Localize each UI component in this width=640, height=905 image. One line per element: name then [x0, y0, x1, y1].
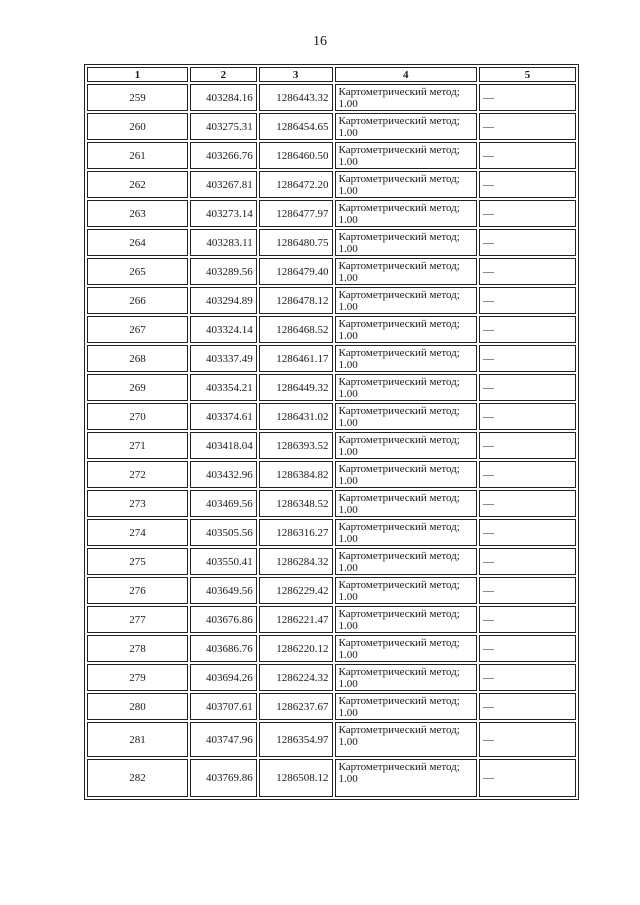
column-header: 1 — [87, 67, 188, 82]
table-row — [87, 490, 576, 517]
table-row — [87, 287, 576, 314]
note-cell: — — [479, 345, 576, 372]
x-coordinate-cell: 403337.49 — [190, 345, 257, 372]
accuracy-text: 1.00 — [338, 773, 358, 785]
note-cell: — — [479, 461, 576, 488]
y-coordinate-cell: 1286477.97 — [259, 200, 333, 227]
method-cell — [335, 345, 477, 372]
method-cell — [335, 316, 477, 343]
x-coordinate-cell: 403707.61 — [190, 693, 257, 720]
x-coordinate-cell: 403374.61 — [190, 403, 257, 430]
note-cell: — — [479, 316, 576, 343]
table-row — [87, 577, 576, 604]
method-cell — [335, 693, 477, 720]
method-text: Картометрический метод; — [338, 521, 460, 533]
method-cell — [335, 577, 477, 604]
point-number-cell: 278 — [87, 635, 188, 662]
x-coordinate-cell: 403266.76 — [190, 142, 257, 169]
method-text: Картометрический метод; — [338, 144, 460, 156]
method-text: Картометрический метод; — [338, 376, 460, 388]
method-text: Картометрический метод; — [338, 231, 460, 243]
point-number-cell: 267 — [87, 316, 188, 343]
method-text: Картометрический метод; — [338, 492, 460, 504]
note-cell: — — [479, 722, 576, 757]
x-coordinate-cell: 403649.56 — [190, 577, 257, 604]
x-coordinate-cell: 403505.56 — [190, 519, 257, 546]
method-cell — [335, 606, 477, 633]
y-coordinate-cell: 1286472.20 — [259, 171, 333, 198]
column-header: 2 — [190, 67, 257, 82]
note-cell: — — [479, 432, 576, 459]
y-coordinate-cell: 1286508.12 — [259, 759, 333, 797]
method-cell — [335, 200, 477, 227]
x-coordinate-cell: 403432.96 — [190, 461, 257, 488]
point-number-cell: 266 — [87, 287, 188, 314]
column-header: 5 — [479, 67, 576, 82]
accuracy-text: 1.00 — [338, 359, 358, 371]
method-text: Картометрический метод; — [338, 260, 460, 272]
point-number-cell: 281 — [87, 722, 188, 757]
accuracy-text: 1.00 — [338, 678, 358, 690]
accuracy-text: 1.00 — [338, 446, 358, 458]
y-coordinate-cell: 1286454.65 — [259, 113, 333, 140]
table-row — [87, 548, 576, 575]
note-cell: — — [479, 693, 576, 720]
table-row — [87, 606, 576, 633]
method-text: Картометрический метод; — [338, 347, 460, 359]
x-coordinate-cell: 403324.14 — [190, 316, 257, 343]
method-text: Картометрический метод; — [338, 637, 460, 649]
accuracy-text: 1.00 — [338, 98, 358, 110]
column-header: 4 — [335, 67, 477, 82]
point-number-cell: 274 — [87, 519, 188, 546]
table-row — [87, 664, 576, 691]
method-cell — [335, 722, 477, 757]
accuracy-text: 1.00 — [338, 736, 358, 748]
point-number-cell: 272 — [87, 461, 188, 488]
point-number-cell: 264 — [87, 229, 188, 256]
point-number-cell: 268 — [87, 345, 188, 372]
x-coordinate-cell: 403284.16 — [190, 84, 257, 111]
coordinates-table — [84, 64, 579, 800]
table-row — [87, 258, 576, 285]
method-text: Картометрический метод; — [338, 608, 460, 620]
note-cell: — — [479, 229, 576, 256]
point-number-cell: 273 — [87, 490, 188, 517]
accuracy-text: 1.00 — [338, 185, 358, 197]
page-number: 16 — [313, 34, 327, 49]
table-row — [87, 693, 576, 720]
accuracy-text: 1.00 — [338, 620, 358, 632]
y-coordinate-cell: 1286316.27 — [259, 519, 333, 546]
method-cell — [335, 287, 477, 314]
table-row — [87, 200, 576, 227]
point-number-cell: 265 — [87, 258, 188, 285]
y-coordinate-cell: 1286220.12 — [259, 635, 333, 662]
method-text: Картометрический метод; — [338, 318, 460, 330]
accuracy-text: 1.00 — [338, 243, 358, 255]
accuracy-text: 1.00 — [338, 533, 358, 545]
table-row — [87, 374, 576, 401]
method-text: Картометрический метод; — [338, 202, 460, 214]
y-coordinate-cell: 1286468.52 — [259, 316, 333, 343]
y-coordinate-cell: 1286460.50 — [259, 142, 333, 169]
note-cell: — — [479, 664, 576, 691]
method-text: Картометрический метод; — [338, 86, 460, 98]
method-text: Картометрический метод; — [338, 289, 460, 301]
method-cell — [335, 403, 477, 430]
accuracy-text: 1.00 — [338, 562, 358, 574]
x-coordinate-cell: 403676.86 — [190, 606, 257, 633]
x-coordinate-cell: 403550.41 — [190, 548, 257, 575]
table-row — [87, 171, 576, 198]
table-row — [87, 635, 576, 662]
method-cell — [335, 548, 477, 575]
table-row — [87, 519, 576, 546]
method-text: Картометрический метод; — [338, 695, 460, 707]
y-coordinate-cell: 1286224.32 — [259, 664, 333, 691]
table-row — [87, 432, 576, 459]
note-cell: — — [479, 287, 576, 314]
point-number-cell: 271 — [87, 432, 188, 459]
method-text: Картометрический метод; — [338, 550, 460, 562]
point-number-cell: 275 — [87, 548, 188, 575]
note-cell: — — [479, 113, 576, 140]
method-text: Картометрический метод; — [338, 666, 460, 678]
table-row — [87, 84, 576, 111]
x-coordinate-cell: 403283.11 — [190, 229, 257, 256]
accuracy-text: 1.00 — [338, 504, 358, 516]
method-cell — [335, 142, 477, 169]
y-coordinate-cell: 1286480.75 — [259, 229, 333, 256]
note-cell: — — [479, 606, 576, 633]
method-cell — [335, 374, 477, 401]
table-row — [87, 113, 576, 140]
table-row — [87, 345, 576, 372]
note-cell: — — [479, 142, 576, 169]
method-cell — [335, 759, 477, 797]
y-coordinate-cell: 1286393.52 — [259, 432, 333, 459]
accuracy-text: 1.00 — [338, 388, 358, 400]
x-coordinate-cell: 403275.31 — [190, 113, 257, 140]
note-cell: — — [479, 403, 576, 430]
method-text: Картометрический метод; — [338, 761, 460, 773]
accuracy-text: 1.00 — [338, 301, 358, 313]
method-cell — [335, 461, 477, 488]
method-cell — [335, 84, 477, 111]
table-row — [87, 461, 576, 488]
y-coordinate-cell: 1286443.32 — [259, 84, 333, 111]
y-coordinate-cell: 1286479.40 — [259, 258, 333, 285]
y-coordinate-cell: 1286384.82 — [259, 461, 333, 488]
x-coordinate-cell: 403694.26 — [190, 664, 257, 691]
y-coordinate-cell: 1286237.67 — [259, 693, 333, 720]
accuracy-text: 1.00 — [338, 475, 358, 487]
note-cell: — — [479, 759, 576, 797]
point-number-cell: 261 — [87, 142, 188, 169]
y-coordinate-cell: 1286348.52 — [259, 490, 333, 517]
point-number-cell: 263 — [87, 200, 188, 227]
accuracy-text: 1.00 — [338, 649, 358, 661]
note-cell: — — [479, 171, 576, 198]
method-cell — [335, 258, 477, 285]
y-coordinate-cell: 1286449.32 — [259, 374, 333, 401]
method-cell — [335, 229, 477, 256]
note-cell: — — [479, 577, 576, 604]
note-cell: — — [479, 490, 576, 517]
x-coordinate-cell: 403747.96 — [190, 722, 257, 757]
accuracy-text: 1.00 — [338, 127, 358, 139]
method-cell — [335, 635, 477, 662]
method-text: Картометрический метод; — [338, 173, 460, 185]
note-cell: — — [479, 635, 576, 662]
method-cell — [335, 432, 477, 459]
table-row — [87, 403, 576, 430]
method-cell — [335, 519, 477, 546]
note-cell: — — [479, 200, 576, 227]
table-row — [87, 229, 576, 256]
point-number-cell: 262 — [87, 171, 188, 198]
table-header-row — [87, 67, 576, 82]
table-row — [87, 316, 576, 343]
accuracy-text: 1.00 — [338, 417, 358, 429]
method-text: Картометрический метод; — [338, 579, 460, 591]
x-coordinate-cell: 403294.89 — [190, 287, 257, 314]
y-coordinate-cell: 1286284.32 — [259, 548, 333, 575]
accuracy-text: 1.00 — [338, 591, 358, 603]
method-text: Картометрический метод; — [338, 405, 460, 417]
x-coordinate-cell: 403686.76 — [190, 635, 257, 662]
point-number-cell: 282 — [87, 759, 188, 797]
note-cell: — — [479, 84, 576, 111]
accuracy-text: 1.00 — [338, 156, 358, 168]
accuracy-text: 1.00 — [338, 707, 358, 719]
note-cell: — — [479, 519, 576, 546]
x-coordinate-cell: 403469.56 — [190, 490, 257, 517]
point-number-cell: 279 — [87, 664, 188, 691]
y-coordinate-cell: 1286354.97 — [259, 722, 333, 757]
accuracy-text: 1.00 — [338, 214, 358, 226]
method-text: Картометрический метод; — [338, 463, 460, 475]
x-coordinate-cell: 403418.04 — [190, 432, 257, 459]
method-cell — [335, 113, 477, 140]
note-cell: — — [479, 548, 576, 575]
point-number-cell: 276 — [87, 577, 188, 604]
accuracy-text: 1.00 — [338, 330, 358, 342]
point-number-cell: 259 — [87, 84, 188, 111]
point-number-cell: 277 — [87, 606, 188, 633]
accuracy-text: 1.00 — [338, 272, 358, 284]
column-header: 3 — [259, 67, 333, 82]
x-coordinate-cell: 403289.56 — [190, 258, 257, 285]
point-number-cell: 270 — [87, 403, 188, 430]
y-coordinate-cell: 1286478.12 — [259, 287, 333, 314]
method-text: Картометрический метод; — [338, 724, 460, 736]
note-cell: — — [479, 374, 576, 401]
point-number-cell: 260 — [87, 113, 188, 140]
x-coordinate-cell: 403273.14 — [190, 200, 257, 227]
table-row — [87, 722, 576, 757]
table-row — [87, 759, 576, 797]
point-number-cell: 280 — [87, 693, 188, 720]
y-coordinate-cell: 1286431.02 — [259, 403, 333, 430]
method-cell — [335, 490, 477, 517]
method-text: Картометрический метод; — [338, 434, 460, 446]
point-number-cell: 269 — [87, 374, 188, 401]
method-text: Картометрический метод; — [338, 115, 460, 127]
y-coordinate-cell: 1286229.42 — [259, 577, 333, 604]
x-coordinate-cell: 403354.21 — [190, 374, 257, 401]
y-coordinate-cell: 1286221.47 — [259, 606, 333, 633]
method-cell — [335, 664, 477, 691]
x-coordinate-cell: 403769.86 — [190, 759, 257, 797]
table-row — [87, 142, 576, 169]
x-coordinate-cell: 403267.81 — [190, 171, 257, 198]
method-cell — [335, 171, 477, 198]
y-coordinate-cell: 1286461.17 — [259, 345, 333, 372]
note-cell: — — [479, 258, 576, 285]
